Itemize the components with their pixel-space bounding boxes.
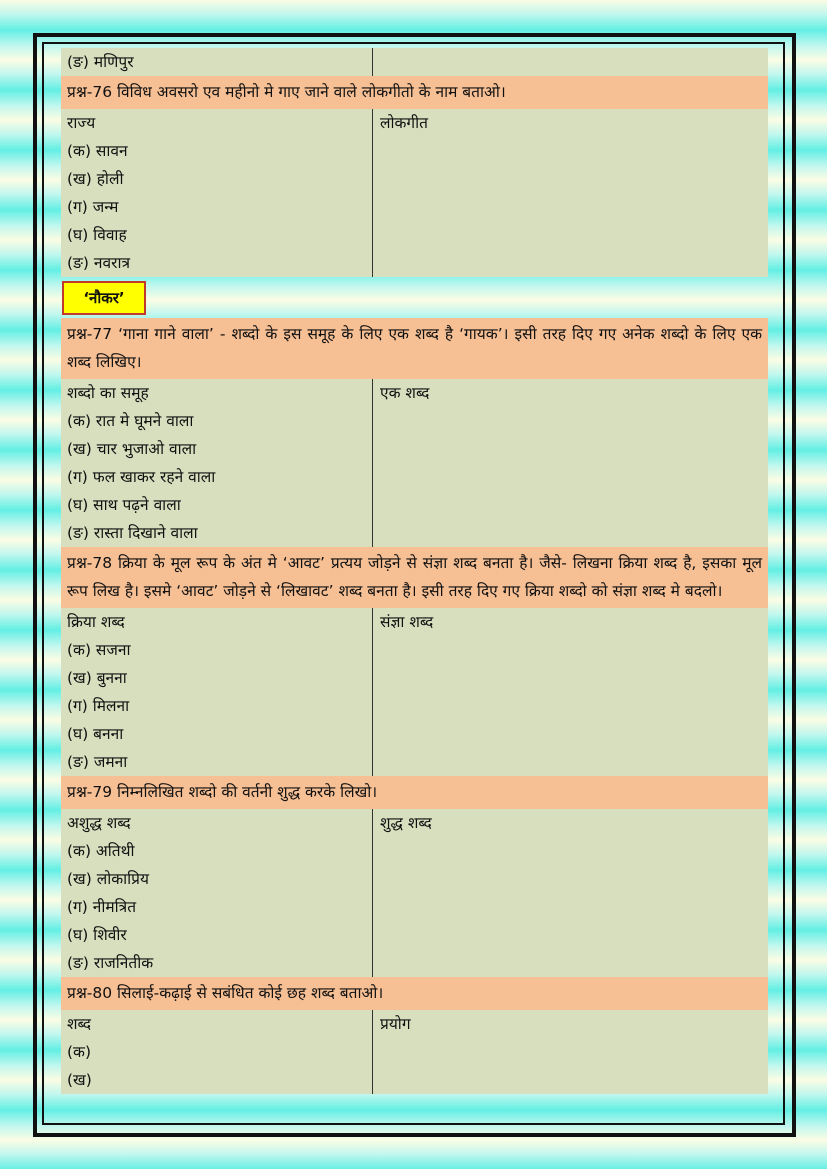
question-77: प्रश्न-77 ‘गाना गाने वाला’ - शब्दो के इस समूह के लिए एक शब्द है ‘गायक’। इसी तरह दिए गए अनेक शब्दो के लिए एक शब्द लिखिए। [61, 318, 768, 379]
table-row [61, 193, 768, 221]
answer-cell [373, 921, 768, 949]
answer-cell [373, 692, 768, 720]
answer-cell [373, 491, 768, 519]
column-header: प्रयोग [380, 1015, 411, 1033]
question-79: प्रश्न-79 निम्नलिखित शब्दो की वर्तनी शुद्ध करके लिखो। [61, 776, 768, 809]
table-row [61, 519, 768, 547]
row-answer [373, 48, 768, 76]
column-header: अशुद्ध शब्द [61, 809, 373, 837]
table-row [61, 48, 768, 76]
row-label: (क) अतिथी [61, 837, 373, 865]
table-row [61, 837, 768, 865]
column-header: शब्दो का समूह [61, 379, 373, 407]
row-label: (घ) शिवीर [61, 921, 373, 949]
answer-cell [373, 519, 768, 547]
table-header-row [61, 1010, 768, 1038]
table-row [61, 748, 768, 776]
answer-cell [373, 720, 768, 748]
question-76: प्रश्न-76 विविध अवसरो एव महीनो मे गाए जाने वाले लोकगीतो के नाम बताओ। [61, 76, 768, 109]
column-header: राज्य [61, 109, 373, 137]
answer-cell [373, 636, 768, 664]
row-label: (ङ) राजनितीक [61, 949, 373, 977]
answer-cell [373, 949, 768, 977]
column-header: लोकगीत [380, 114, 429, 132]
table-row [61, 249, 768, 277]
row-label: (क) [61, 1038, 373, 1066]
row-label: (घ) बनना [61, 720, 373, 748]
row-label: (ख) होली [61, 165, 373, 193]
answer-cell [373, 463, 768, 491]
answer-cell [373, 837, 768, 865]
row-label: (ख) चार भुजाओ वाला [61, 435, 373, 463]
column-header: संज्ञा शब्द [380, 613, 434, 631]
table-row [61, 949, 768, 977]
table-row [61, 720, 768, 748]
table-row [61, 636, 768, 664]
table-row [61, 664, 768, 692]
row-label: (ख) बुनना [61, 664, 373, 692]
column-header: शब्द [61, 1010, 373, 1038]
answer-cell [373, 249, 768, 277]
question-80: प्रश्न-80 सिलाई-कढ़ाई से सबंधित कोई छह शब्द बताओ। [61, 977, 768, 1010]
row-label: (ख) लोकाप्रिय [61, 865, 373, 893]
answer-cell [373, 664, 768, 692]
column-header: एक शब्द [380, 384, 430, 402]
row-label: (ङ) मणिपुर [61, 48, 373, 76]
row-label: (ग) फल खाकर रहने वाला [61, 463, 373, 491]
row-label: (ग) जन्म [61, 193, 373, 221]
answer-cell [373, 221, 768, 249]
table-row [61, 893, 768, 921]
table-row [61, 491, 768, 519]
table-row [61, 692, 768, 720]
table-row [61, 1066, 768, 1094]
table-row [61, 1038, 768, 1066]
answer-cell [373, 893, 768, 921]
question-78: प्रश्न-78 क्रिया के मूल रूप के अंत मे ‘आवट’ प्रत्यय जोड़ने से संज्ञा शब्द बनता है। जैसे- लिखना क्रिया शब्द है, इसका मूल रूप लिख है। इसमे ‘आवट’ जोड़ने से ‘लिखावट’ शब्द बनता है। इसी तरह दिए गए क्रिया शब्दो को संज्ञा शब्द मे बदलो। [61, 547, 768, 608]
table-row [61, 463, 768, 491]
table-row [61, 165, 768, 193]
table-row [61, 435, 768, 463]
row-label: (ग) नीमत्रित [61, 893, 373, 921]
row-label: (क) सावन [61, 137, 373, 165]
chapter-heading: ‘नौकर’ [62, 281, 146, 315]
answer-cell [373, 193, 768, 221]
column-header: शुद्ध शब्द [380, 814, 432, 832]
row-label: (ङ) जमना [61, 748, 373, 776]
row-label: (ङ) नवरात्र [61, 249, 373, 277]
answer-cell [373, 137, 768, 165]
row-label: (ख) [61, 1066, 373, 1094]
worksheet-content [61, 48, 768, 1094]
row-label: (क) रात मे घूमने वाला [61, 407, 373, 435]
table-row [61, 137, 768, 165]
table-row [61, 921, 768, 949]
answer-cell [373, 407, 768, 435]
table-row [61, 865, 768, 893]
table-header-row [61, 109, 768, 137]
table-header-row [61, 379, 768, 407]
table-header-row [61, 809, 768, 837]
row-label: (क) सजना [61, 636, 373, 664]
chapter-heading-bar [61, 277, 768, 318]
table-header-row [61, 608, 768, 636]
answer-cell [373, 865, 768, 893]
column-header: क्रिया शब्द [61, 608, 373, 636]
row-label: (ङ) रास्ता दिखाने वाला [61, 519, 373, 547]
row-label: (घ) विवाह [61, 221, 373, 249]
table-row [61, 221, 768, 249]
table-row [61, 407, 768, 435]
row-label: (ग) मिलना [61, 692, 373, 720]
answer-cell [373, 165, 768, 193]
row-label: (घ) साथ पढ़ने वाला [61, 491, 373, 519]
answer-cell [373, 1038, 768, 1066]
answer-cell [373, 1066, 768, 1094]
answer-cell [373, 435, 768, 463]
answer-cell [373, 748, 768, 776]
